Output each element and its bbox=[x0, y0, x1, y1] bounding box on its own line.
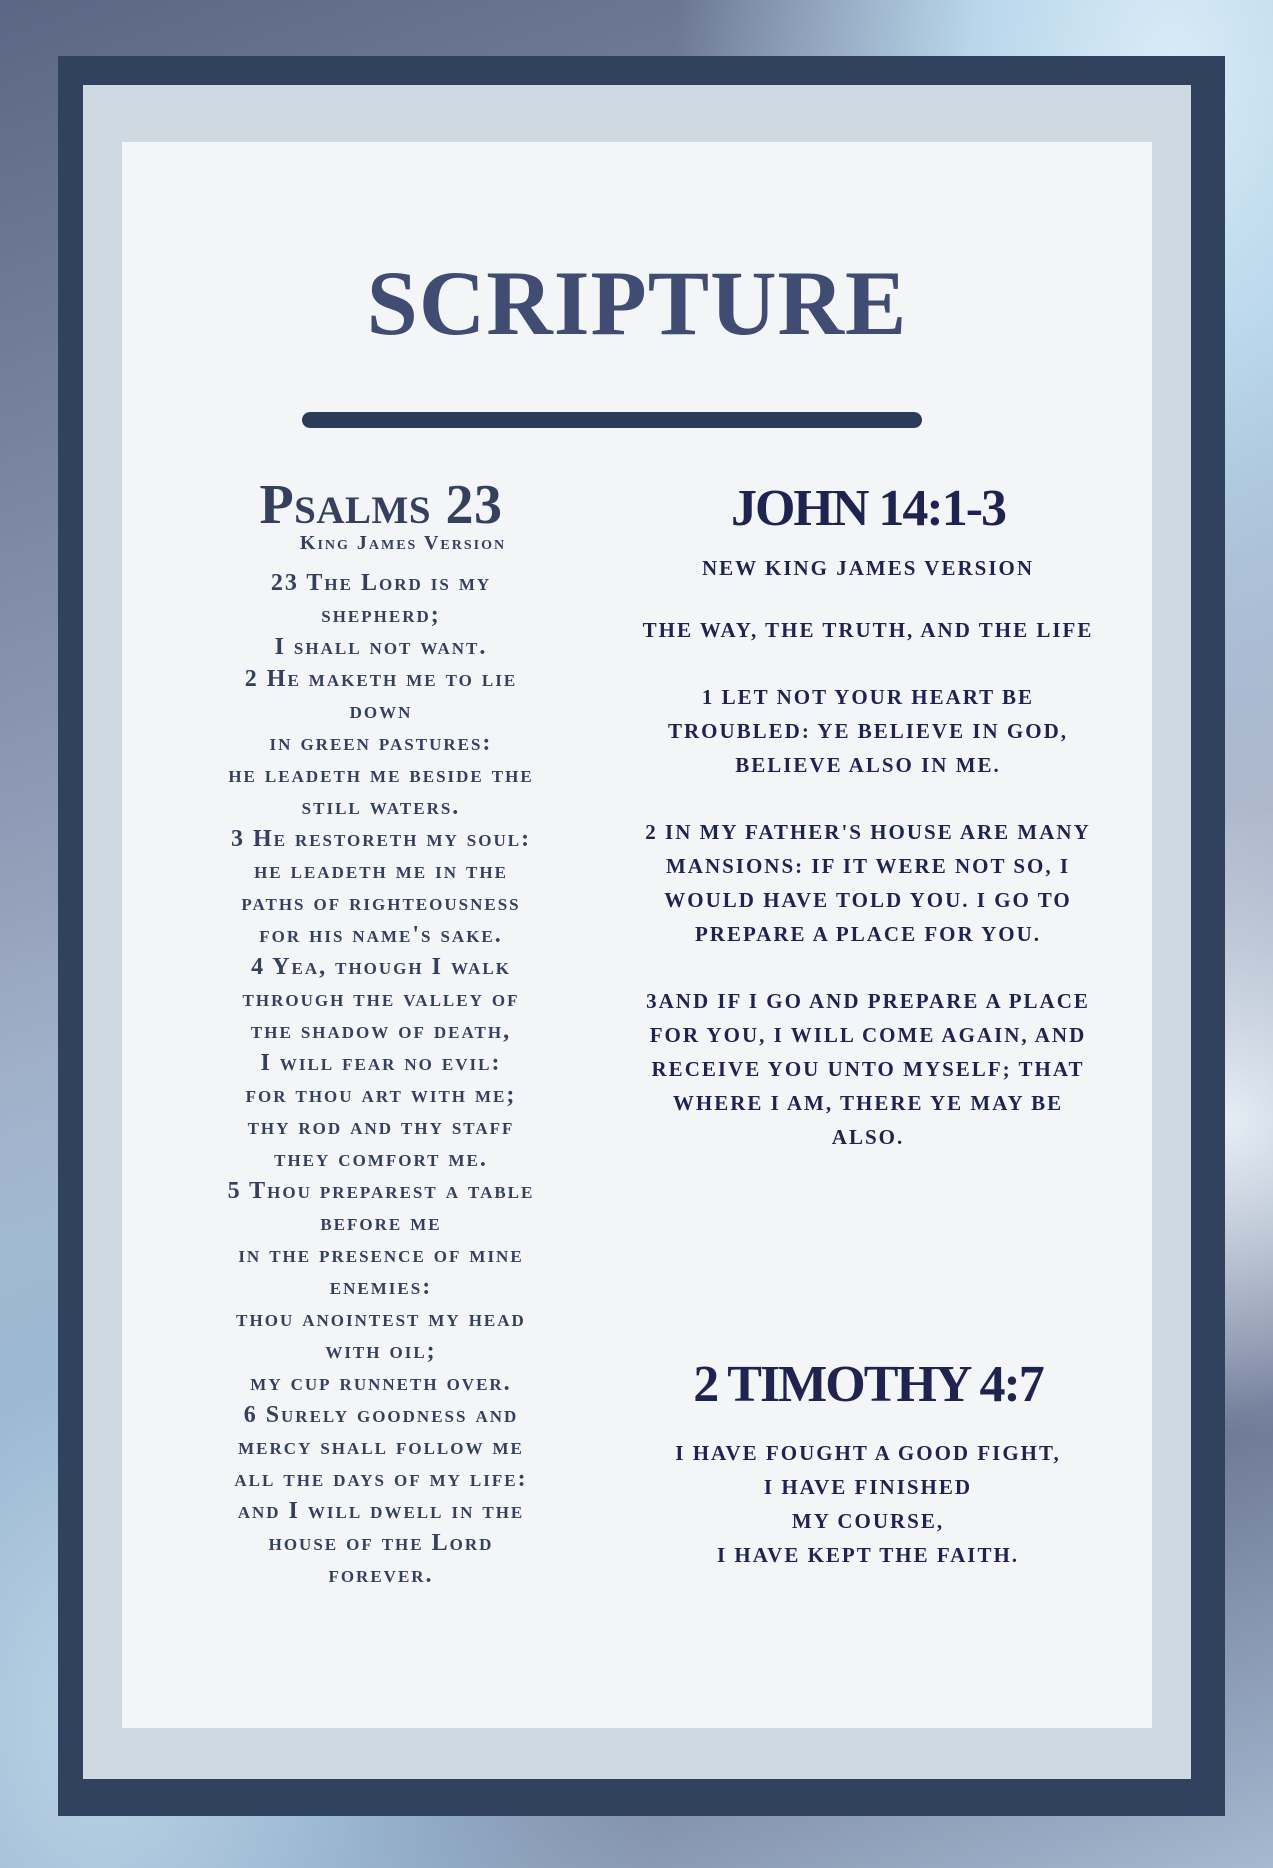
psalms-text bbox=[168, 567, 594, 1591]
john-verse2-line: 2 IN MY FATHER'S HOUSE ARE MANY bbox=[645, 820, 1091, 844]
john-verse2-line: MANSIONS: IF IT WERE NOT SO, I bbox=[665, 854, 1071, 878]
john-verse2-line: WOULD HAVE TOLD YOU. I GO TO bbox=[664, 888, 1072, 912]
psalm-line: 6 Surely goodness and bbox=[243, 1402, 519, 1428]
john-verse3-line: ALSO. bbox=[831, 1125, 905, 1149]
john-verse1-line: 1 LET NOT YOUR HEART BE bbox=[701, 685, 1035, 709]
psalm-line: before me bbox=[320, 1210, 442, 1236]
john-verse1-line: BELIEVE ALSO IN ME. bbox=[735, 753, 1001, 777]
spacer bbox=[618, 1414, 1118, 1436]
psalm-line: 23 The Lord is my bbox=[270, 570, 492, 596]
psalm-line: and I will dwell in the bbox=[237, 1498, 525, 1524]
psalm-line: 3 He restoreth my soul: bbox=[230, 826, 532, 852]
spacer bbox=[618, 647, 1118, 680]
john-version: NEW KING JAMES VERSION bbox=[701, 556, 1035, 580]
psalm-line: for his name's sake. bbox=[259, 922, 503, 948]
john-subtitle: THE WAY, THE TRUTH, AND THE LIFE bbox=[642, 618, 1094, 642]
psalm-line: shepherd; bbox=[321, 602, 441, 628]
psalm-line: 4 Yea, though I walk bbox=[251, 954, 511, 980]
psalms-version: King James Version bbox=[299, 532, 507, 554]
psalm-line: he leadeth me in the bbox=[254, 858, 508, 884]
psalm-line: mercy shall follow me bbox=[238, 1434, 524, 1460]
psalm-line: paths of righteousness bbox=[241, 890, 521, 916]
john-verse2-line: PREPARE A PLACE FOR YOU. bbox=[694, 922, 1042, 946]
psalm-line: in the presence of mine bbox=[238, 1242, 524, 1268]
psalm-line: through the valley of bbox=[242, 986, 520, 1012]
psalm-line: 2 He maketh me to lie bbox=[244, 666, 518, 692]
john-column bbox=[618, 480, 1118, 1154]
timothy-heading: 2 TIMOTHY 4:7 bbox=[693, 1356, 1043, 1413]
timothy-line: I HAVE FINISHED bbox=[763, 1475, 973, 1499]
psalms-heading: Psalms 23 bbox=[259, 474, 503, 536]
psalm-line: the shadow of death, bbox=[250, 1018, 512, 1044]
psalm-line: down bbox=[349, 698, 413, 724]
psalm-line: he leadeth me beside the bbox=[228, 762, 534, 788]
psalm-line: 5 Thou preparest a table bbox=[227, 1178, 535, 1204]
john-verse1-line: TROUBLED: YE BELIEVE IN GOD, bbox=[667, 719, 1069, 743]
psalm-line: forever. bbox=[328, 1562, 434, 1588]
psalm-line: with oil; bbox=[325, 1338, 437, 1364]
john-verse3-line: FOR YOU, I WILL COME AGAIN, AND bbox=[649, 1023, 1087, 1047]
psalm-line: still waters. bbox=[301, 794, 461, 820]
psalm-line: thy rod and thy staff bbox=[247, 1114, 515, 1140]
psalm-line: thou anointest my head bbox=[236, 1306, 526, 1332]
psalm-line: they comfort me. bbox=[274, 1146, 488, 1172]
john-verse3-line: RECEIVE YOU UNTO MYSELF; THAT bbox=[651, 1057, 1085, 1081]
psalm-line: I will fear no evil: bbox=[260, 1050, 502, 1076]
timothy-column bbox=[618, 1356, 1118, 1572]
john-verse3-line: 3AND IF I GO AND PREPARE A PLACE bbox=[646, 989, 1090, 1013]
psalms-column bbox=[168, 474, 594, 1591]
spacer bbox=[618, 580, 1118, 613]
psalm-line: I shall not want. bbox=[274, 634, 488, 660]
psalm-line: my cup runneth over. bbox=[250, 1370, 512, 1396]
timothy-line: I HAVE FOUGHT A GOOD FIGHT, bbox=[675, 1441, 1061, 1465]
title-divider bbox=[302, 412, 922, 428]
spacer bbox=[618, 951, 1118, 984]
poster-title: SCRIPTURE bbox=[366, 252, 908, 354]
john-heading: JOHN 14:1-3 bbox=[730, 480, 1006, 537]
timothy-line: MY COURSE, bbox=[791, 1509, 945, 1533]
psalm-line: in green pastures: bbox=[269, 730, 493, 756]
psalm-line: for thou art with me; bbox=[245, 1082, 517, 1108]
spacer bbox=[618, 782, 1118, 815]
psalm-line: enemies: bbox=[329, 1274, 433, 1300]
psalm-line: all the days of my life: bbox=[234, 1466, 528, 1492]
john-verse3-line: WHERE I AM, THERE YE MAY BE bbox=[672, 1091, 1064, 1115]
timothy-line: I HAVE KEPT THE FAITH. bbox=[716, 1543, 1020, 1567]
psalm-line: house of the Lord bbox=[268, 1530, 494, 1556]
